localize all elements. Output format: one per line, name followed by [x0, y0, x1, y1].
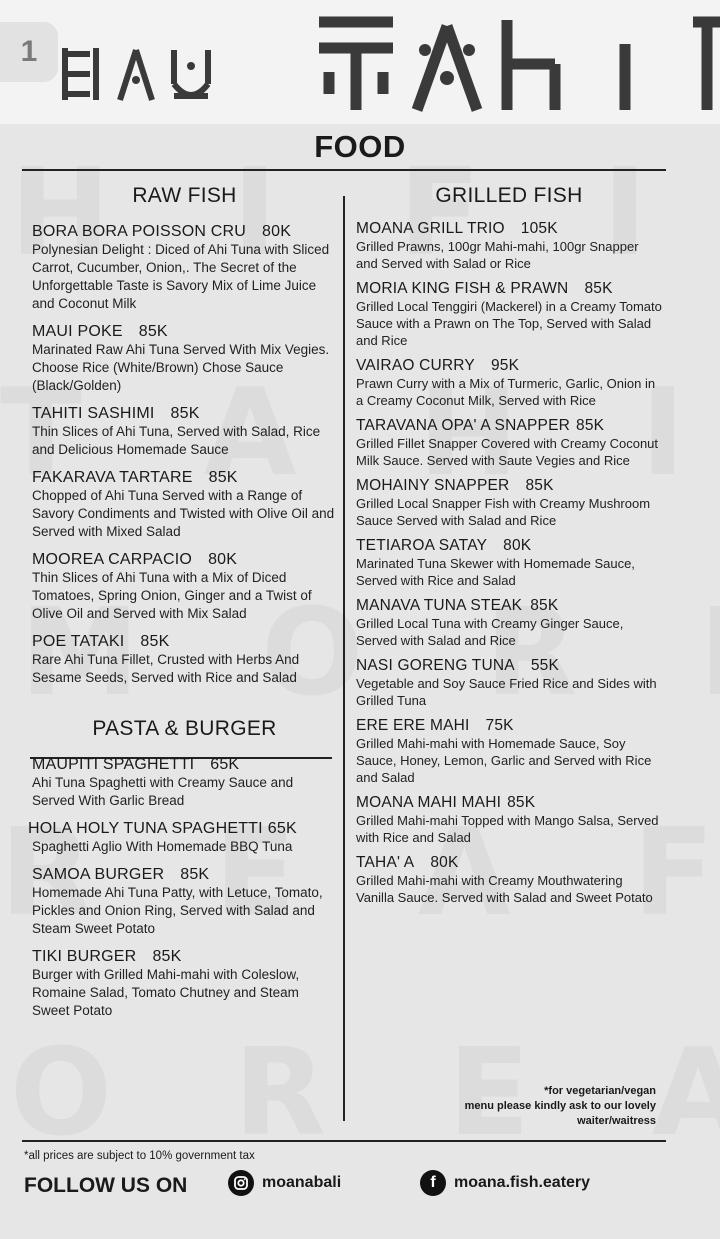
menu-item [32, 755, 337, 810]
item-name: ERE ERE MAHI [356, 717, 470, 734]
item-description: Homemade Ahi Tuna Patty, with Letuce, Tomato, Pickles and Onion Ring, Served with Salad and Steam Sweet Potato [32, 885, 323, 936]
item-description: Grilled Fillet Snapper Covered with Creamy Coconut Milk Sauce. Served with Saute Vegies and Rice [356, 436, 659, 468]
menu-item [356, 417, 662, 469]
brand-logo-small [60, 44, 220, 104]
item-name: MOOREA CARPACIO [32, 551, 193, 568]
item-name: HOLA HOLY TUNA SPAGHETTI [28, 820, 263, 837]
item-price: 85K [180, 866, 210, 883]
item-price: 105K [520, 220, 558, 237]
menu-item [32, 550, 337, 623]
menu-item [32, 404, 337, 459]
page-number-badge: 1 [0, 22, 58, 82]
item-name: MOANA GRILL TRIO [356, 220, 505, 237]
instagram-handle: moanabali [262, 1174, 342, 1191]
section-heading-pasta-burger: PASTA & BURGER [92, 717, 277, 740]
menu-item [356, 854, 662, 906]
item-price: 85K [576, 417, 605, 434]
item-description: Grilled Mahi-mahi Topped with Mango Salsa, Served with Rice and Salad [356, 813, 659, 845]
menu-item [32, 322, 337, 395]
item-name: TIKI BURGER [32, 948, 137, 965]
menu-item [356, 280, 662, 349]
menu-item [356, 794, 662, 846]
item-description: Grilled Prawns, 100gr Mahi-mahi, 100gr Snapper and Served with Salad or Rice [356, 239, 639, 271]
item-price: 85K [525, 477, 554, 494]
right-column [356, 184, 662, 914]
item-price: 75K [485, 717, 514, 734]
instagram-link[interactable] [228, 1170, 341, 1196]
section-heading-raw-fish: RAW FISH [132, 184, 237, 207]
item-price: 95K [490, 357, 520, 374]
column-divider [343, 196, 345, 1121]
facebook-icon: f [420, 1170, 446, 1196]
page-title: FOOD [314, 129, 406, 164]
menu-item [356, 717, 662, 786]
menu-page [0, 124, 720, 1239]
item-name: MOANA MAHI MAHI [356, 794, 502, 811]
item-description: Chopped of Ahi Tuna Served with a Range of Savory Condiments and Twisted with Olive Oil and Served with Mixed Salad [32, 488, 335, 539]
menu-item [356, 537, 662, 589]
menu-item [356, 657, 662, 709]
menu-header [0, 0, 720, 124]
menu-item [356, 357, 662, 409]
item-description: Thin Slices of Ahi Tuna with a Mix of Diced Tomatoes, Spring Onion, Ginger and a Twist of Olive Oil and Served with Mix Salad [32, 570, 312, 621]
item-price: 55K [530, 657, 559, 674]
item-name: MAUI POKE [32, 323, 123, 340]
item-price: 85K [138, 323, 168, 340]
item-name: TETIAROA SATAY [356, 537, 488, 554]
item-name: TAHA' A [356, 854, 415, 871]
item-name: FAKARAVA TARTARE [32, 469, 193, 486]
item-name: SAMOA BURGER [32, 866, 165, 883]
follow-us-label: FOLLOW US ON [24, 1174, 188, 1197]
item-price: 80K [208, 551, 238, 568]
menu-item [32, 468, 337, 541]
menu-item [356, 597, 662, 649]
menu-item [32, 222, 337, 313]
item-description: Rare Ahi Tuna Fillet, Crusted with Herbs And Sesame Seeds, Served with Rice and Salad [32, 652, 300, 685]
menu-item [32, 632, 337, 687]
veg-note-line: menu please kindly ask to our lovely [464, 1100, 656, 1112]
item-description: Vegetable and Soy Sauce Fried Rice and Sides with Grilled Tuna [356, 676, 657, 708]
item-name: VAIRAO CURRY [356, 357, 475, 374]
item-name: MOHAINY SNAPPER [356, 477, 510, 494]
menu-item [28, 819, 337, 856]
left-column [28, 184, 337, 1029]
item-name: POE TATAKI [32, 633, 125, 650]
item-description: Prawn Curry with a Mix of Turmeric, Garlic, Onion in a Creamy Coconut Milk, Served with Rice [356, 376, 656, 408]
item-price: 85K [140, 633, 170, 650]
item-price: 85K [530, 597, 559, 614]
item-name: BORA BORA POISSON CRU [32, 223, 247, 240]
item-price: 85K [208, 469, 238, 486]
item-price: 85K [507, 794, 536, 811]
item-name: TAHITI SASHIMI [32, 405, 155, 422]
vegetarian-note [396, 1084, 656, 1129]
item-description: Marinated Raw Ahi Tuna Served With Mix Vegies. Choose Rice (White/Brown) Chose Sauce (Black/Golden) [32, 342, 330, 393]
item-price: 85K [152, 948, 182, 965]
brand-logo-large [315, 14, 720, 114]
divider-top [22, 169, 666, 171]
item-description: Thin Slices of Ahi Tuna, Served with Salad, Rice and Delicious Homemade Sauce [32, 424, 321, 457]
menu-item [356, 477, 662, 529]
item-description: Grilled Mahi-mahi with Creamy Mouthwatering Vanilla Sauce. Served with Salad and Sweet Potato [356, 873, 653, 905]
facebook-link[interactable] [420, 1170, 590, 1196]
item-description: Burger with Grilled Mahi-mahi with Coleslow, Romaine Salad, Tomato Chutney and Steam Sweet Potato [32, 967, 300, 1018]
item-price: 80K [262, 223, 292, 240]
item-price: 85K [584, 280, 613, 297]
item-description: Grilled Local Snapper Fish with Creamy Mushroom Sauce Served with Salad and Rice [356, 496, 651, 528]
veg-note-line: *for vegetarian/vegan [544, 1085, 656, 1097]
item-name: MANAVA TUNA STEAK [356, 597, 523, 614]
item-description: Spaghetti Aglio With Homemade BBQ Tuna [32, 839, 293, 854]
instagram-icon [228, 1170, 254, 1196]
item-description: Grilled Mahi-mahi with Homemade Sauce, Soy Sauce, Honey, Lemon, Garlic and Served with Rice and Salad [356, 736, 652, 785]
item-name: MORIA KING FISH & PRAWN [356, 280, 569, 297]
facebook-handle: moana.fish.eatery [454, 1174, 591, 1191]
item-name: MAUPITI SPAGHETTI [32, 756, 195, 773]
item-description: Ahi Tuna Spaghetti with Creamy Sauce and Served With Garlic Bread [32, 775, 294, 808]
item-description: Grilled Local Tenggiri (Mackerel) in a Creamy Tomato Sauce with a Prawn on The Top, Served with Salad and Rice [356, 299, 662, 348]
veg-note-line: waiter/waitress [577, 1115, 656, 1127]
menu-item [356, 220, 662, 272]
item-price: 85K [170, 405, 200, 422]
menu-item [32, 865, 337, 938]
item-price: 80K [430, 854, 459, 871]
item-price: 65K [267, 820, 297, 837]
divider-bottom [22, 1140, 666, 1142]
tax-note: *all prices are subject to 10% government tax [24, 1150, 255, 1162]
item-price: 65K [210, 756, 240, 773]
menu-item [32, 947, 337, 1020]
item-price: 80K [503, 537, 532, 554]
item-description: Marinated Tuna Skewer with Homemade Sauce, Served with Rice and Salad [356, 556, 635, 588]
item-name: TARAVANA OPA' A SNAPPER [356, 417, 571, 434]
item-name: NASI GORENG TUNA [356, 657, 515, 674]
item-description: Grilled Local Tuna with Creamy Ginger Sauce, Served with Salad and Rice [356, 616, 624, 648]
item-description: Polynesian Delight : Diced of Ahi Tuna with Sliced Carrot, Cucumber, Onion,. The Secret of the Unforgettable Taste is Savory Mix of Lime Juice and Coconut Milk [32, 242, 330, 311]
section-heading-grilled-fish: GRILLED FISH [435, 184, 583, 207]
